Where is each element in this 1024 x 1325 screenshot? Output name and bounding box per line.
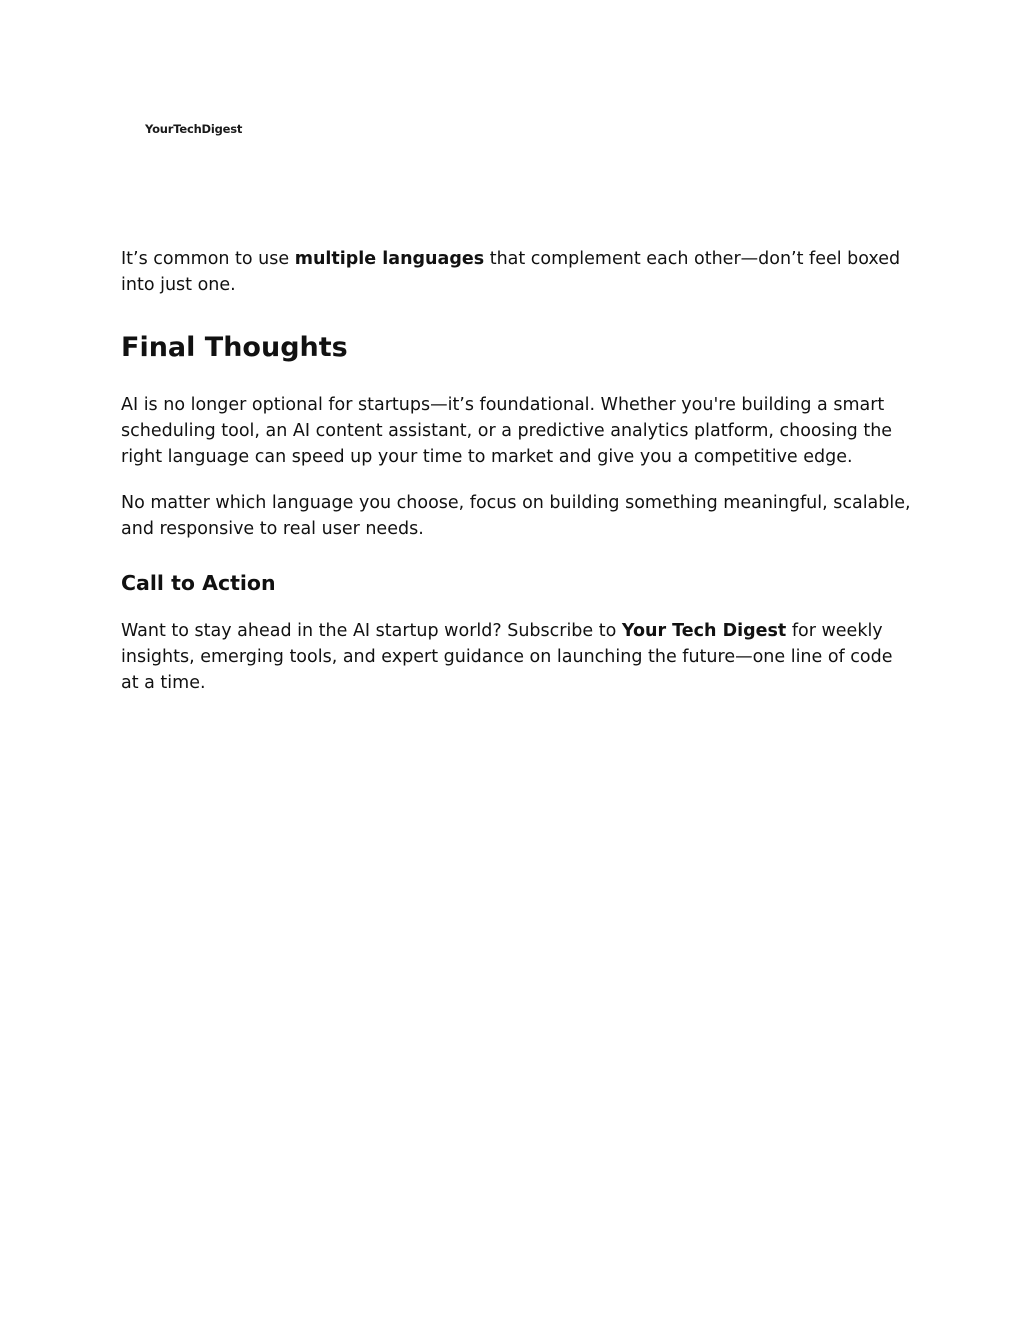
final-thoughts-paragraph-1: AI is no longer optional for startups—it’s foundational. Whether you're building a smart scheduling tool, an AI content assistant, or a predictive analytics platform, choosing the right language can speed up your time to market and give you a competitive edge.	[121, 395, 893, 467]
call-to-action-paragraph	[121, 618, 911, 696]
final-thoughts-heading: Final Thoughts	[121, 332, 348, 363]
intro-emphasis: multiple languages	[294, 249, 485, 269]
site-logo: YourTechDigest	[145, 122, 243, 136]
cta-text-start: Want to stay ahead in the AI startup world? Subscribe to	[121, 621, 622, 641]
cta-brand-name: Your Tech Digest	[621, 621, 787, 641]
final-thoughts-paragraph-2: No matter which language you choose, focus on building something meaningful, scalable, and responsive to real user needs.	[121, 493, 911, 539]
intro-text-end: that complement each other—don’t feel boxed into just one.	[121, 249, 901, 295]
call-to-action-heading: Call to Action	[121, 571, 276, 595]
intro-text-start: It’s common to use	[121, 249, 295, 269]
cta-text-end: for weekly insights, emerging tools, and expert guidance on launching the future—one line of code at a time.	[121, 621, 893, 693]
intro-paragraph	[121, 246, 911, 298]
article-body	[121, 246, 911, 696]
